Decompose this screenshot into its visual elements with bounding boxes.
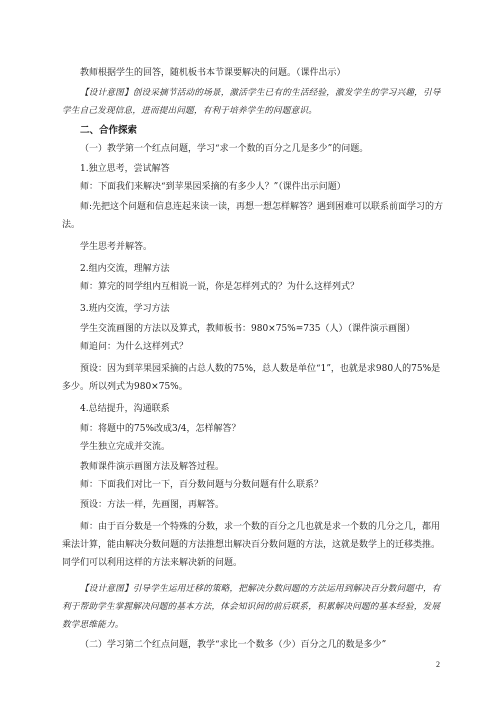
- student-independent: 学生独立完成并交流。: [80, 442, 171, 452]
- subsection-second-red-dot: （二）学习第二个红点问题，教学“求比一个数多（少）百分之几的数是多少”: [80, 640, 387, 650]
- page-number: 2: [436, 660, 440, 669]
- step-2-heading: 2.组内交流，理解方法: [80, 264, 170, 274]
- document-body: [62, 64, 446, 654]
- step-1-heading: 1.独立思考，尝试解答: [80, 164, 170, 174]
- paragraph-teacher-board: 教师根据学生的回答，随机板书本节课要解决的问题。（课件出示）: [80, 68, 346, 78]
- preset-answer-2: 预设：方法一样，先画图，再解答。: [80, 500, 225, 510]
- step-4-heading: 4.总结提升，沟通联系: [80, 404, 170, 414]
- design-intent-1: 【设计意图】创设采摘节活动的场景，激活学生已有的生活经验，激发学生的学习兴趣，引导学生自己发现信息，进而提出问题，有利于培养学生的问题意识。: [62, 88, 441, 116]
- teacher-fraction-change: 师：将题中的75%改成3/4，怎样解答？: [80, 424, 241, 434]
- teacher-demo: 教师课件演示画图方法及解答过程。: [80, 462, 225, 472]
- design-intent-2: 【设计意图】引导学生运用迁移的策略，把解决分数问题的方法运用到解决百分数问题中，有利于帮助学生掌握解决问题的基本方法，体会知识间的前后联系，积累解决问题的基本经验，发展数学思维能力。: [62, 584, 441, 630]
- subsection-first-red-dot: （一）教学第一个红点问题，学习“求一个数的百分之几是多少”的问题。: [80, 144, 369, 154]
- step-3-heading: 3.班内交流，学习方法: [80, 304, 170, 314]
- section-heading-cooperation: 二、合作探索: [80, 125, 138, 136]
- preset-answer-1: 预设：因为到苹果园采摘的占总人数的75%，总人数是单位“1”，也就是求980人的75%是多少。所以列式为980×75%。: [62, 364, 441, 392]
- teacher-compare: 师：下面我们对比一下，百分数问题与分数问题有什么联系？: [80, 480, 324, 490]
- teacher-follow-up: 师追问：为什么这样列式？: [80, 342, 189, 352]
- teacher-instruction-read: 师:先把这个问题和信息连起来读一读，再想一想怎样解答？遇到困难可以联系前面学习的方法。: [62, 202, 444, 230]
- class-exchange-formula: 学生交流画图的方法以及算式，教师板书：980×75%=735（人）（课件演示画图）: [80, 324, 415, 334]
- teacher-summary: 师：由于百分数是一个特殊的分数，求一个数的百分之几也就是求一个数的几分之几，都用乘法计算，能由解决分数问题的方法推想出解决百分数问题的方法，这就是数学上的迁移类推。同学们可以利用这样的方法来解决新的问题。: [62, 522, 441, 568]
- teacher-question-1: 师：下面我们来解决“到苹果园采摘的有多少人？”（课件出示问题）: [80, 182, 346, 192]
- student-think: 学生思考并解答。: [80, 242, 153, 252]
- teacher-group-discuss: 师：算完的同学组内互相说一说，你是怎样列式的？为什么这样列式？: [80, 282, 360, 292]
